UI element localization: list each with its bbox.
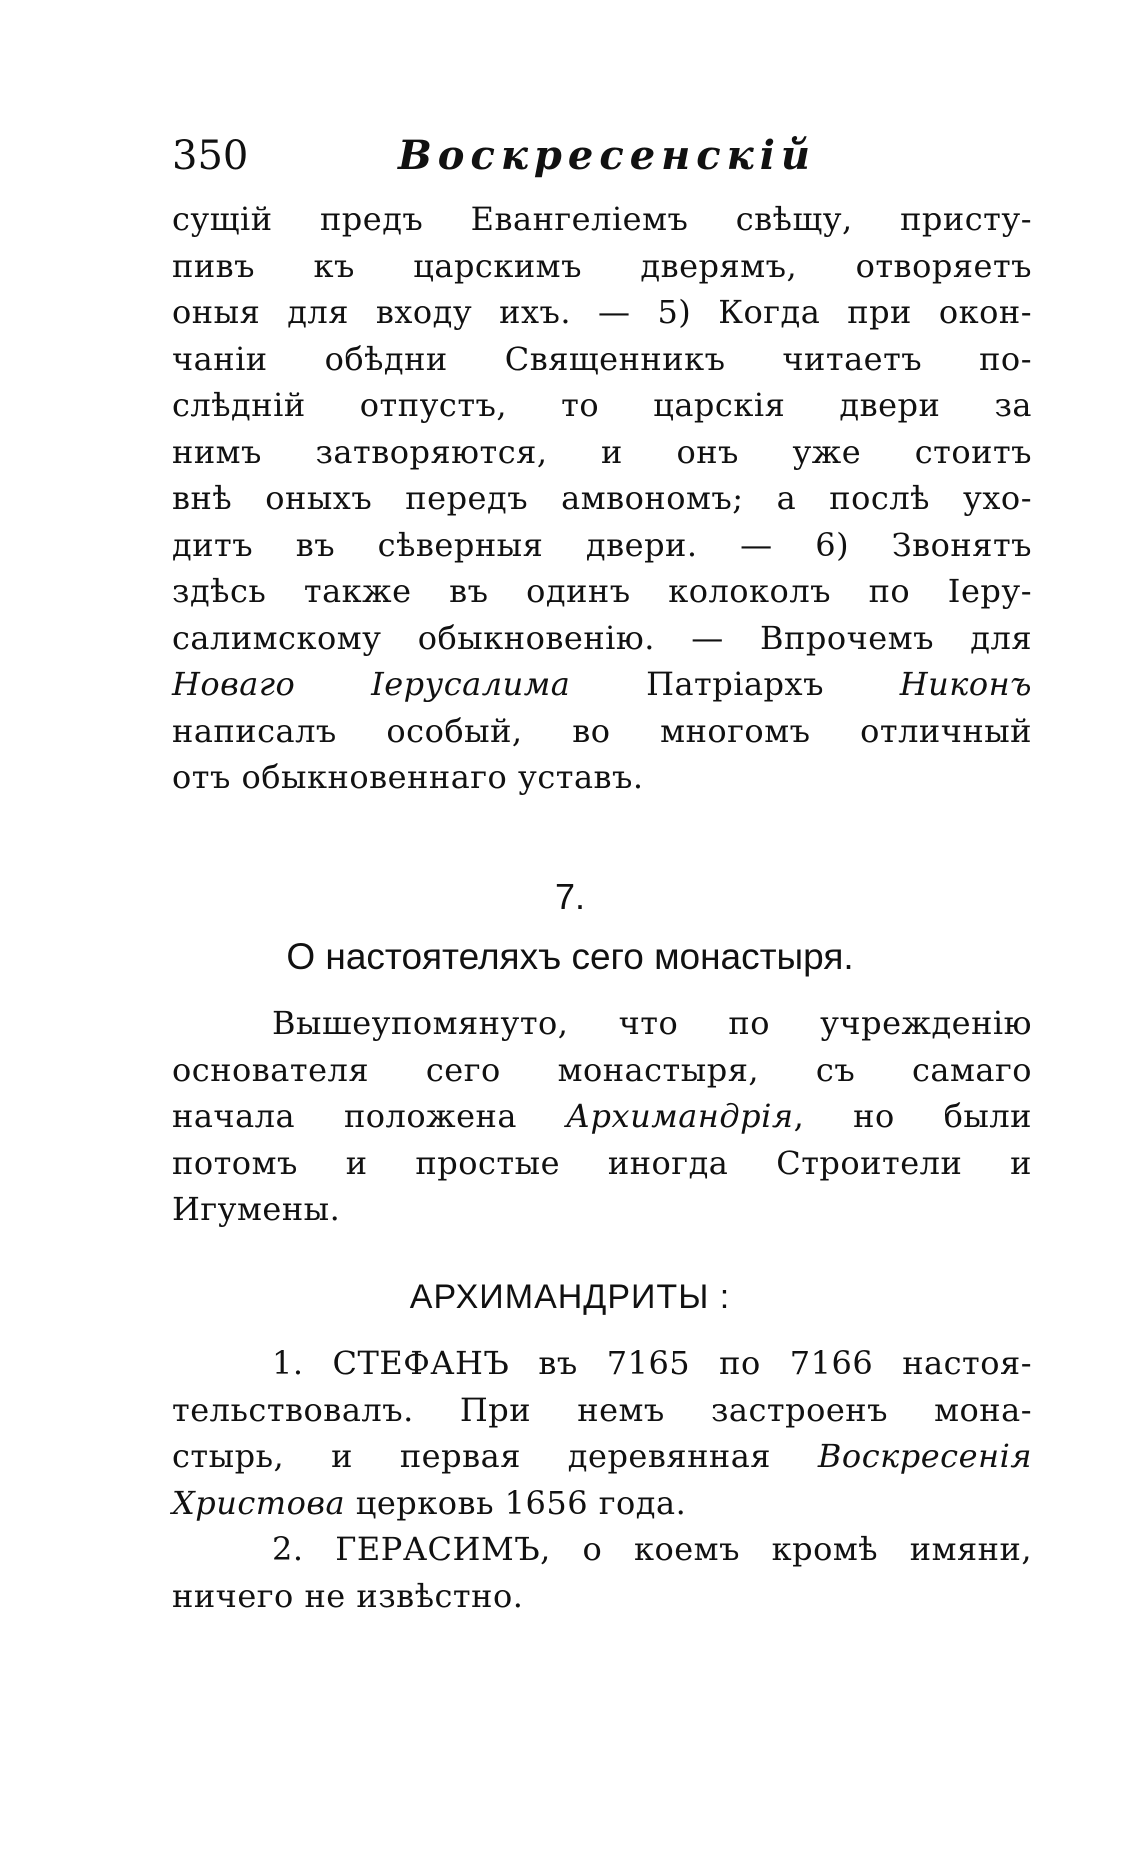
text-line: Вышеупомянуто, что по учрежденію (272, 1004, 1032, 1042)
text-line: потомъ и простые иногда Строители и (172, 1143, 1032, 1182)
text-line: оныя для входу ихъ. — 5) Когда при окон- (172, 293, 1032, 331)
text-line: написалъ особый, во многомъ отличный (172, 711, 1032, 750)
italic-text: Никонъ (899, 665, 1032, 703)
text-line: дитъ въ сѣверныя двери. — 6) Звонятъ (172, 525, 1032, 564)
text-line: внѣ оныхъ передъ амвономъ; а послѣ ухо- (172, 479, 1032, 517)
plain-text: Патріархъ (570, 665, 900, 703)
text-line: нимъ затворяются, и онъ уже стоитъ (172, 432, 1032, 471)
archimandrite-list (172, 1340, 1032, 1619)
text-line: салимскому обыкновенію. — Впрочемъ для (172, 618, 1032, 657)
section-title: О настоятеляхъ сего монастыря. (286, 936, 854, 977)
text-line: сущій предъ Евангеліемъ свѣщу, присту- (172, 200, 1032, 238)
plain-text: стырь, и первая деревянная (172, 1437, 818, 1475)
section-number: 7. (554, 876, 586, 917)
text-line: отъ обыкновеннаго уставъ. (172, 758, 644, 796)
text-line: здѣсь также въ одинъ колоколъ по Іеру- (172, 572, 1032, 610)
italic-text: Новаго Іерусалима (172, 665, 571, 703)
subheading-archimandrites: АРХИМАНДРИТЫ : (409, 1278, 731, 1316)
plain-text: , но были (793, 1097, 1033, 1135)
plain-text: церковь 1656 года. (345, 1483, 687, 1522)
text-line: основателя сего монастыря, съ самаго (172, 1050, 1032, 1089)
list-entry-line (172, 1433, 1032, 1480)
text-line (172, 1093, 1032, 1140)
list-entry-line (172, 1480, 1032, 1527)
italic-text: Христова (172, 1483, 346, 1522)
paragraph-founding (172, 1000, 1032, 1233)
italic-text: Архимандрія (565, 1097, 794, 1135)
page-header (172, 128, 1032, 184)
italic-text: Воскресенія (817, 1437, 1032, 1475)
text-line: слѣдній отпустъ, то царскія двери за (172, 386, 1032, 424)
list-entry-line: ничего не извѣстно. (172, 1576, 524, 1615)
text-line (172, 661, 1032, 708)
text-line: Игумены. (172, 1190, 341, 1228)
paragraph-continued (172, 196, 1032, 801)
plain-text: начала положена (172, 1097, 566, 1135)
text-line: чаніи обѣдни Священникъ читаетъ по- (172, 339, 1032, 378)
list-entry-line: 1. СТЕФАНЪ въ 7165 по 7166 настоя- (272, 1344, 1032, 1382)
list-entry-line: тельствовалъ. При немъ застроенъ мона- (172, 1390, 1032, 1429)
page-number: 350 (172, 133, 249, 179)
running-title: Воскресенскій (398, 132, 816, 179)
text-line: пивъ къ царскимъ дверямъ, отворяетъ (172, 246, 1032, 285)
list-entry-line: 2. ГЕРАСИМЪ, о коемъ кромѣ имяни, (272, 1530, 1032, 1568)
